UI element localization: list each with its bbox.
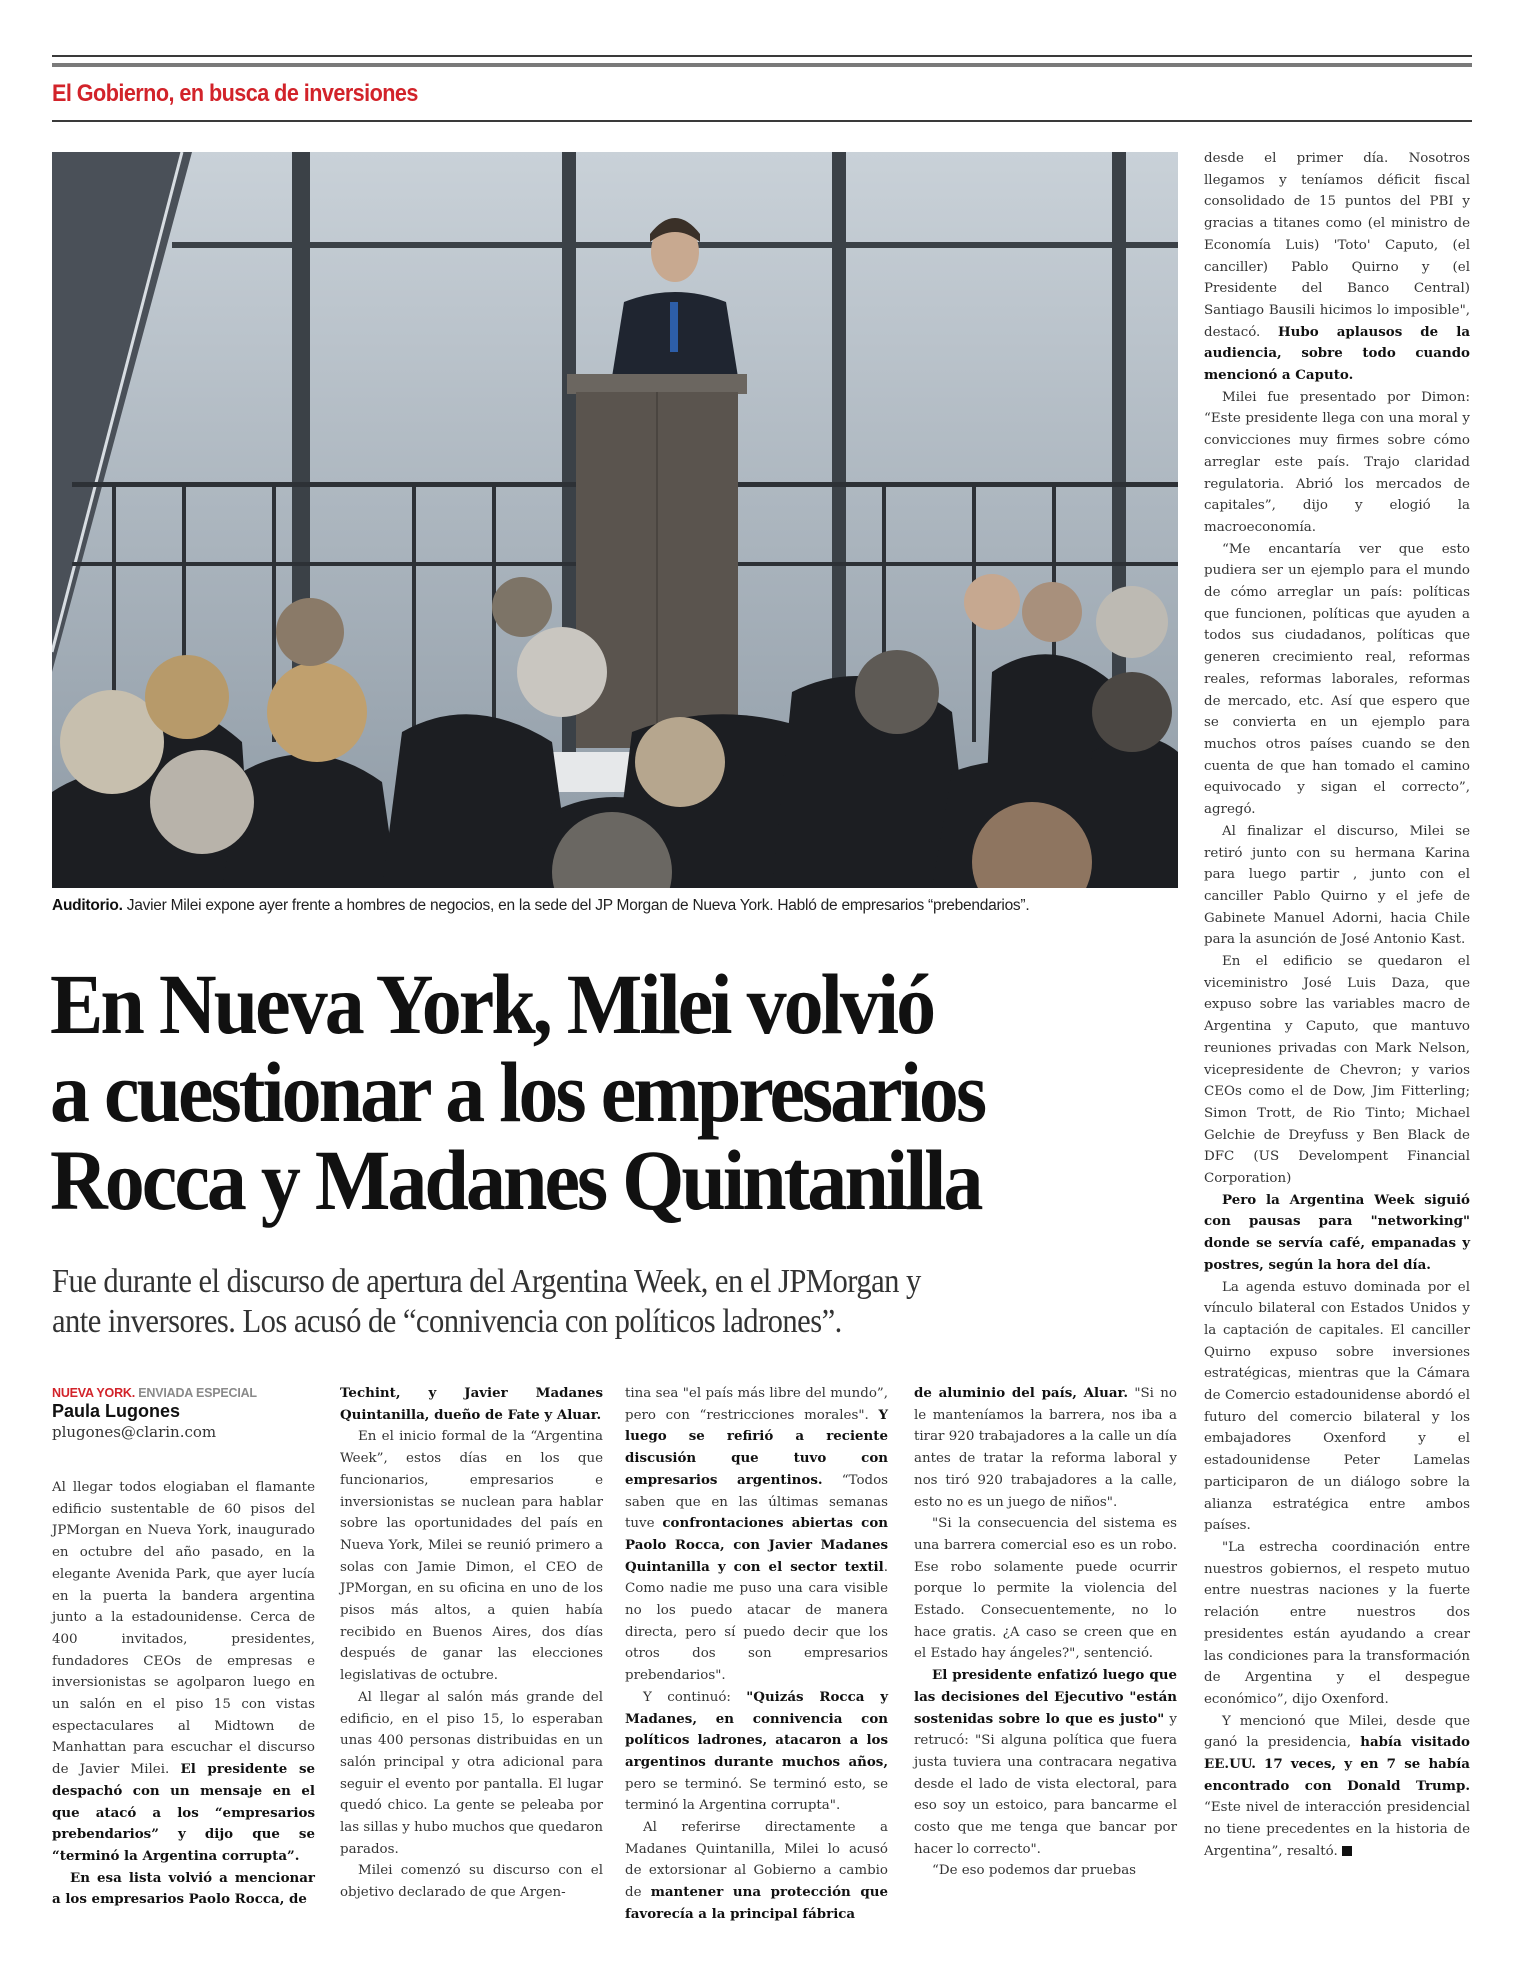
paragraph	[1204, 821, 1470, 951]
text: Al finalizar el discurso, Milei se retiró junto con su hermana Karina para luego partir , junto con el canciller Pablo Quirno y el jefe de Gabinete Manuel Adorni, hacia Chile para la asunción de José Antonio Kast.	[1204, 823, 1470, 948]
text: “Este nivel de interacción presidencial no tiene precedentes en la historia de Argentina”, resaltó.	[1204, 1800, 1470, 1859]
paragraph	[914, 1383, 1177, 1513]
text: "La estrecha coordinación entre nuestros gobiernos, el respeto mutuo entre nuestras naciones y la fuerte relación entre nuestros dos presidentes están ayudando a crear las condiciones para la transformación de Argentina y el despegue económico”, dijo Oxenford.	[1204, 1540, 1470, 1707]
text: En el inicio formal de la “Argentina Week”, estos días en los que funcionarios, empresarios e inversionistas se nuclean para hablar sobre las oportunidades del país en Nueva York, Milei se reunió primero a solas con Jamie Dimon, el CEO de JPMorgan, en su oficina en uno de los pisos más altos, a quien había recibido en Buenos Aires, dos días después de ganar las elecciones legislativas de octubre.	[340, 1429, 603, 1684]
bold-text: había visitado EE.UU. 17 veces, y en 7 se había encontrado con Donald Trump.	[1204, 1734, 1470, 1794]
headline-line: En Nueva York, Milei volvió	[50, 956, 934, 1052]
text: . Como nadie me puso una cara visible no los puedo atacar de manera directa, pero sí puedo decir que los otros dos son empresarios prebendarios".	[625, 1559, 888, 1684]
bold-text: Hubo aplausos de la audiencia, sobre todo cuando mencionó a Caputo.	[1204, 323, 1470, 384]
caption-text: Javier Milei expone ayer frente a hombres de negocios, en la sede del JP Morgan de Nueva York. Habló de empresarios “prebendarios”.	[122, 897, 1030, 914]
body-column-1	[52, 1477, 315, 1911]
body-column-5	[1204, 148, 1470, 1863]
dateline-city: NUEVA YORK.	[52, 1386, 135, 1400]
text: "Si no le manteníamos la barrera, nos iba a tirar 920 trabajadores a la calle un día antes de tratar la reforma laboral y nos tiró 920 trabajadores a la calle, esto no es un juego de niños".	[914, 1386, 1177, 1510]
text: Milei comenzó su discurso con el objetivo declarado de que Argen-	[340, 1863, 603, 1901]
paragraph	[625, 1687, 888, 1817]
bold-text: En esa lista volvió a mencionar a los empresarios Paolo Rocca, de	[52, 1869, 315, 1908]
headline-line: a cuestionar a los empresarios	[50, 1044, 985, 1140]
paragraph	[625, 1817, 888, 1926]
bold-text: "Quizás Rocca y Madanes, en connivencia con políticos ladrones, atacaron a los argentinos durante muchos años,	[625, 1688, 888, 1770]
paragraph	[914, 1665, 1177, 1860]
deck-subheadline	[52, 1262, 1182, 1342]
text: pero se terminó. Se terminó esto, se terminó la Argentina corrupta".	[625, 1776, 888, 1814]
deck-line: Fue durante el discurso de apertura del Argentina Week, en el JPMorgan y	[52, 1263, 921, 1300]
paragraph	[52, 1477, 315, 1868]
paragraph	[340, 1860, 603, 1903]
bold-text: El presidente enfatizó luego que las decisiones del Ejecutivo "están sostenidas sobre lo que es justo"	[914, 1667, 1177, 1727]
body-column-4	[914, 1383, 1177, 1882]
paragraph	[340, 1687, 603, 1861]
deck-line: ante inversores. Los acusó de “connivencia con políticos ladrones”.	[52, 1303, 842, 1340]
text: Al llegar todos elogiaban el flamante edificio sustentable de 60 pisos del JPMorgan en Nueva York, inaugurado en octubre del año pasado, en la elegante Avenida Park, que ayer lucía en la puerta la bandera argentina junto a la estadounidense. Cerca de 400 invitados, presidentes, fundadores CEOs de empresas e inversionistas se agolparon luego en un salón en el piso 15 con vistas espectaculares al Midtown de Manhattan para escuchar el discurso de Javier Milei.	[52, 1480, 315, 1778]
bold-text: Techint, y Javier Madanes Quintanilla, dueño de Fate y Aluar.	[340, 1385, 603, 1423]
paragraph	[340, 1383, 603, 1426]
dateline-role: ENVIADA ESPECIAL	[135, 1386, 257, 1400]
paragraph	[625, 1383, 888, 1687]
text: Y mencionó que Milei, desde que ganó la presidencia,	[1204, 1713, 1470, 1751]
bold-text: Y luego se refirió a reciente discusión que tuvo con empresarios argentinos.	[625, 1406, 888, 1488]
author-name: Paula Lugones	[52, 1401, 181, 1421]
text: tina sea "el país más libre del mundo”, pero con “restricciones morales".	[625, 1386, 888, 1423]
body-column-2	[340, 1383, 603, 1904]
author-email[interactable]: plugones@clarin.com	[52, 1423, 217, 1441]
text: y retrucó: "Si alguna política que fuera justa tuviera una contracara negativa desde el lado de vista electoral, para eso soy un estoico, para bancarme el costo que me tenga que bancar por hacer lo correcto".	[914, 1711, 1177, 1857]
text: Y continuó:	[643, 1689, 747, 1705]
paragraph	[1204, 1537, 1470, 1711]
bold-text: de aluminio del país, Aluar.	[914, 1385, 1129, 1401]
end-of-article-mark	[1342, 1846, 1352, 1856]
body-column-3	[625, 1383, 888, 1926]
article-photo	[52, 152, 1178, 888]
text: En el edificio se quedaron el viceministro José Luis Daza, que expuso sobre las variables macro de Argentina y Caputo, que mantuvo reuniones privadas con Mark Nelson, vicepresidente de Chevron; y varios CEOs como el de Dow, Jim Fitterling; Simon Trott, de Rio Tinto; Michael Gelchie de Dreyfuss y Ben Black de DFC (US Develompent Financial Corporation)	[1204, 954, 1470, 1187]
paragraph	[52, 1868, 315, 1911]
bold-text: confrontaciones abiertas con Paolo Rocca, con Javier Madanes Quintanilla y con el sector textil	[625, 1515, 888, 1575]
headline-line: Rocca y Madanes Quintanilla	[50, 1132, 981, 1228]
text: desde el primer día. Nosotros llegamos y teníamos déficit fiscal consolidado de 15 puntos del PBI y gracias a titanes como (el ministro de Economía Luis) 'Toto' Caputo, (el canciller) Pablo Quirno y (el Presidente del Banco Central) Santiago Bausili hicimos lo imposible", destacó.	[1204, 151, 1470, 340]
bold-text: Pero la Argentina Week siguió con pausas para "networking" donde se servía café, empanadas y postres, según la hora del día.	[1204, 1191, 1470, 1273]
byline	[52, 1386, 322, 1441]
bold-text: El presidente se despachó con un mensaje en el que atacó a los “empresarios prebendarios” y dijo que se “terminó la Argentina corrupta”.	[52, 1761, 316, 1864]
section-title: El Gobierno, en busca de inversiones	[52, 80, 418, 107]
auditorium-photo-illustration	[52, 152, 1178, 888]
paragraph	[340, 1426, 603, 1686]
top-rule	[52, 55, 1472, 57]
paragraph	[1204, 539, 1470, 821]
top-rule-thick	[52, 63, 1472, 67]
text: "Si la consecuencia del sistema es una barrera comercial eso es un robo. Ese robo solamente puede ocurrir porque lo permite la violencia del Estado. Consecuentemente, no lo hace gratis. ¿A caso se creen que en el Estado hay ángeles?", sentenció.	[914, 1516, 1177, 1662]
text: “Me encantaría ver que esto pudiera ser un ejemplo para el mundo de cómo arreglar un país: políticas que funcionen, políticas que ayuden a todos sus ciudadanos, políticas que generen crecimiento real, reformas reales, reformas laborales, reformas de mercado, etc. Así que espero que se convierta en un ejemplo para muchos otros países cuando se den cuenta de que han tomado el camino equivocado y sigan el correcto”, agregó.	[1204, 541, 1470, 818]
paragraph	[1204, 148, 1470, 387]
paragraph	[1204, 1711, 1470, 1863]
paragraph	[914, 1513, 1177, 1665]
paragraph	[1204, 387, 1470, 539]
bold-text: mantener una protección que favorecía a la principal fábrica	[625, 1884, 888, 1922]
text: Milei fue presentado por Dimon: “Este presidente llega con una moral y convicciones muy firmes sobre cómo arreglar este país. Trajo claridad regulatoria. Abrió los mercados de capitales”, dijo y elogió la macroeconomía.	[1204, 389, 1470, 535]
text: Al referirse directamente a Madanes Quintanilla, Milei lo acusó de extorsionar al Gobierno a cambio de	[625, 1820, 888, 1901]
headline	[50, 956, 1190, 1228]
text: “De eso podemos dar pruebas	[932, 1863, 1137, 1879]
text: La agenda estuvo dominada por el vínculo bilateral con Estados Unidos y la captación de capitales. El canciller Quirno expuso sobre inversiones estratégicas, mientras que la Cámara de Comercio estadounidense abordó el futuro del comercio bilateral y los embajadores Oxenford y el estadounidense Peter Lamelas participaron de un diálogo sobre la alianza estratégica entre ambos países.	[1204, 1279, 1470, 1534]
photo-caption	[52, 897, 1178, 915]
paragraph	[914, 1860, 1177, 1882]
text: Al llegar al salón más grande del edificio, en el piso 15, lo esperaban unas 400 personas distribuidas en un salón principal y otra adicional para seguir el evento por pantalla. El lugar quedó chico. La gente se peleaba por las sillas y hubo muchos que quedaron parados.	[340, 1689, 603, 1857]
paragraph	[1204, 1190, 1470, 1277]
paragraph	[1204, 1277, 1470, 1537]
dateline	[52, 1386, 322, 1400]
text: “Todos saben que en las últimas semanas tuve	[625, 1472, 889, 1532]
section-rule	[52, 120, 1472, 122]
paragraph	[1204, 951, 1470, 1190]
caption-label: Auditorio.	[52, 897, 123, 914]
